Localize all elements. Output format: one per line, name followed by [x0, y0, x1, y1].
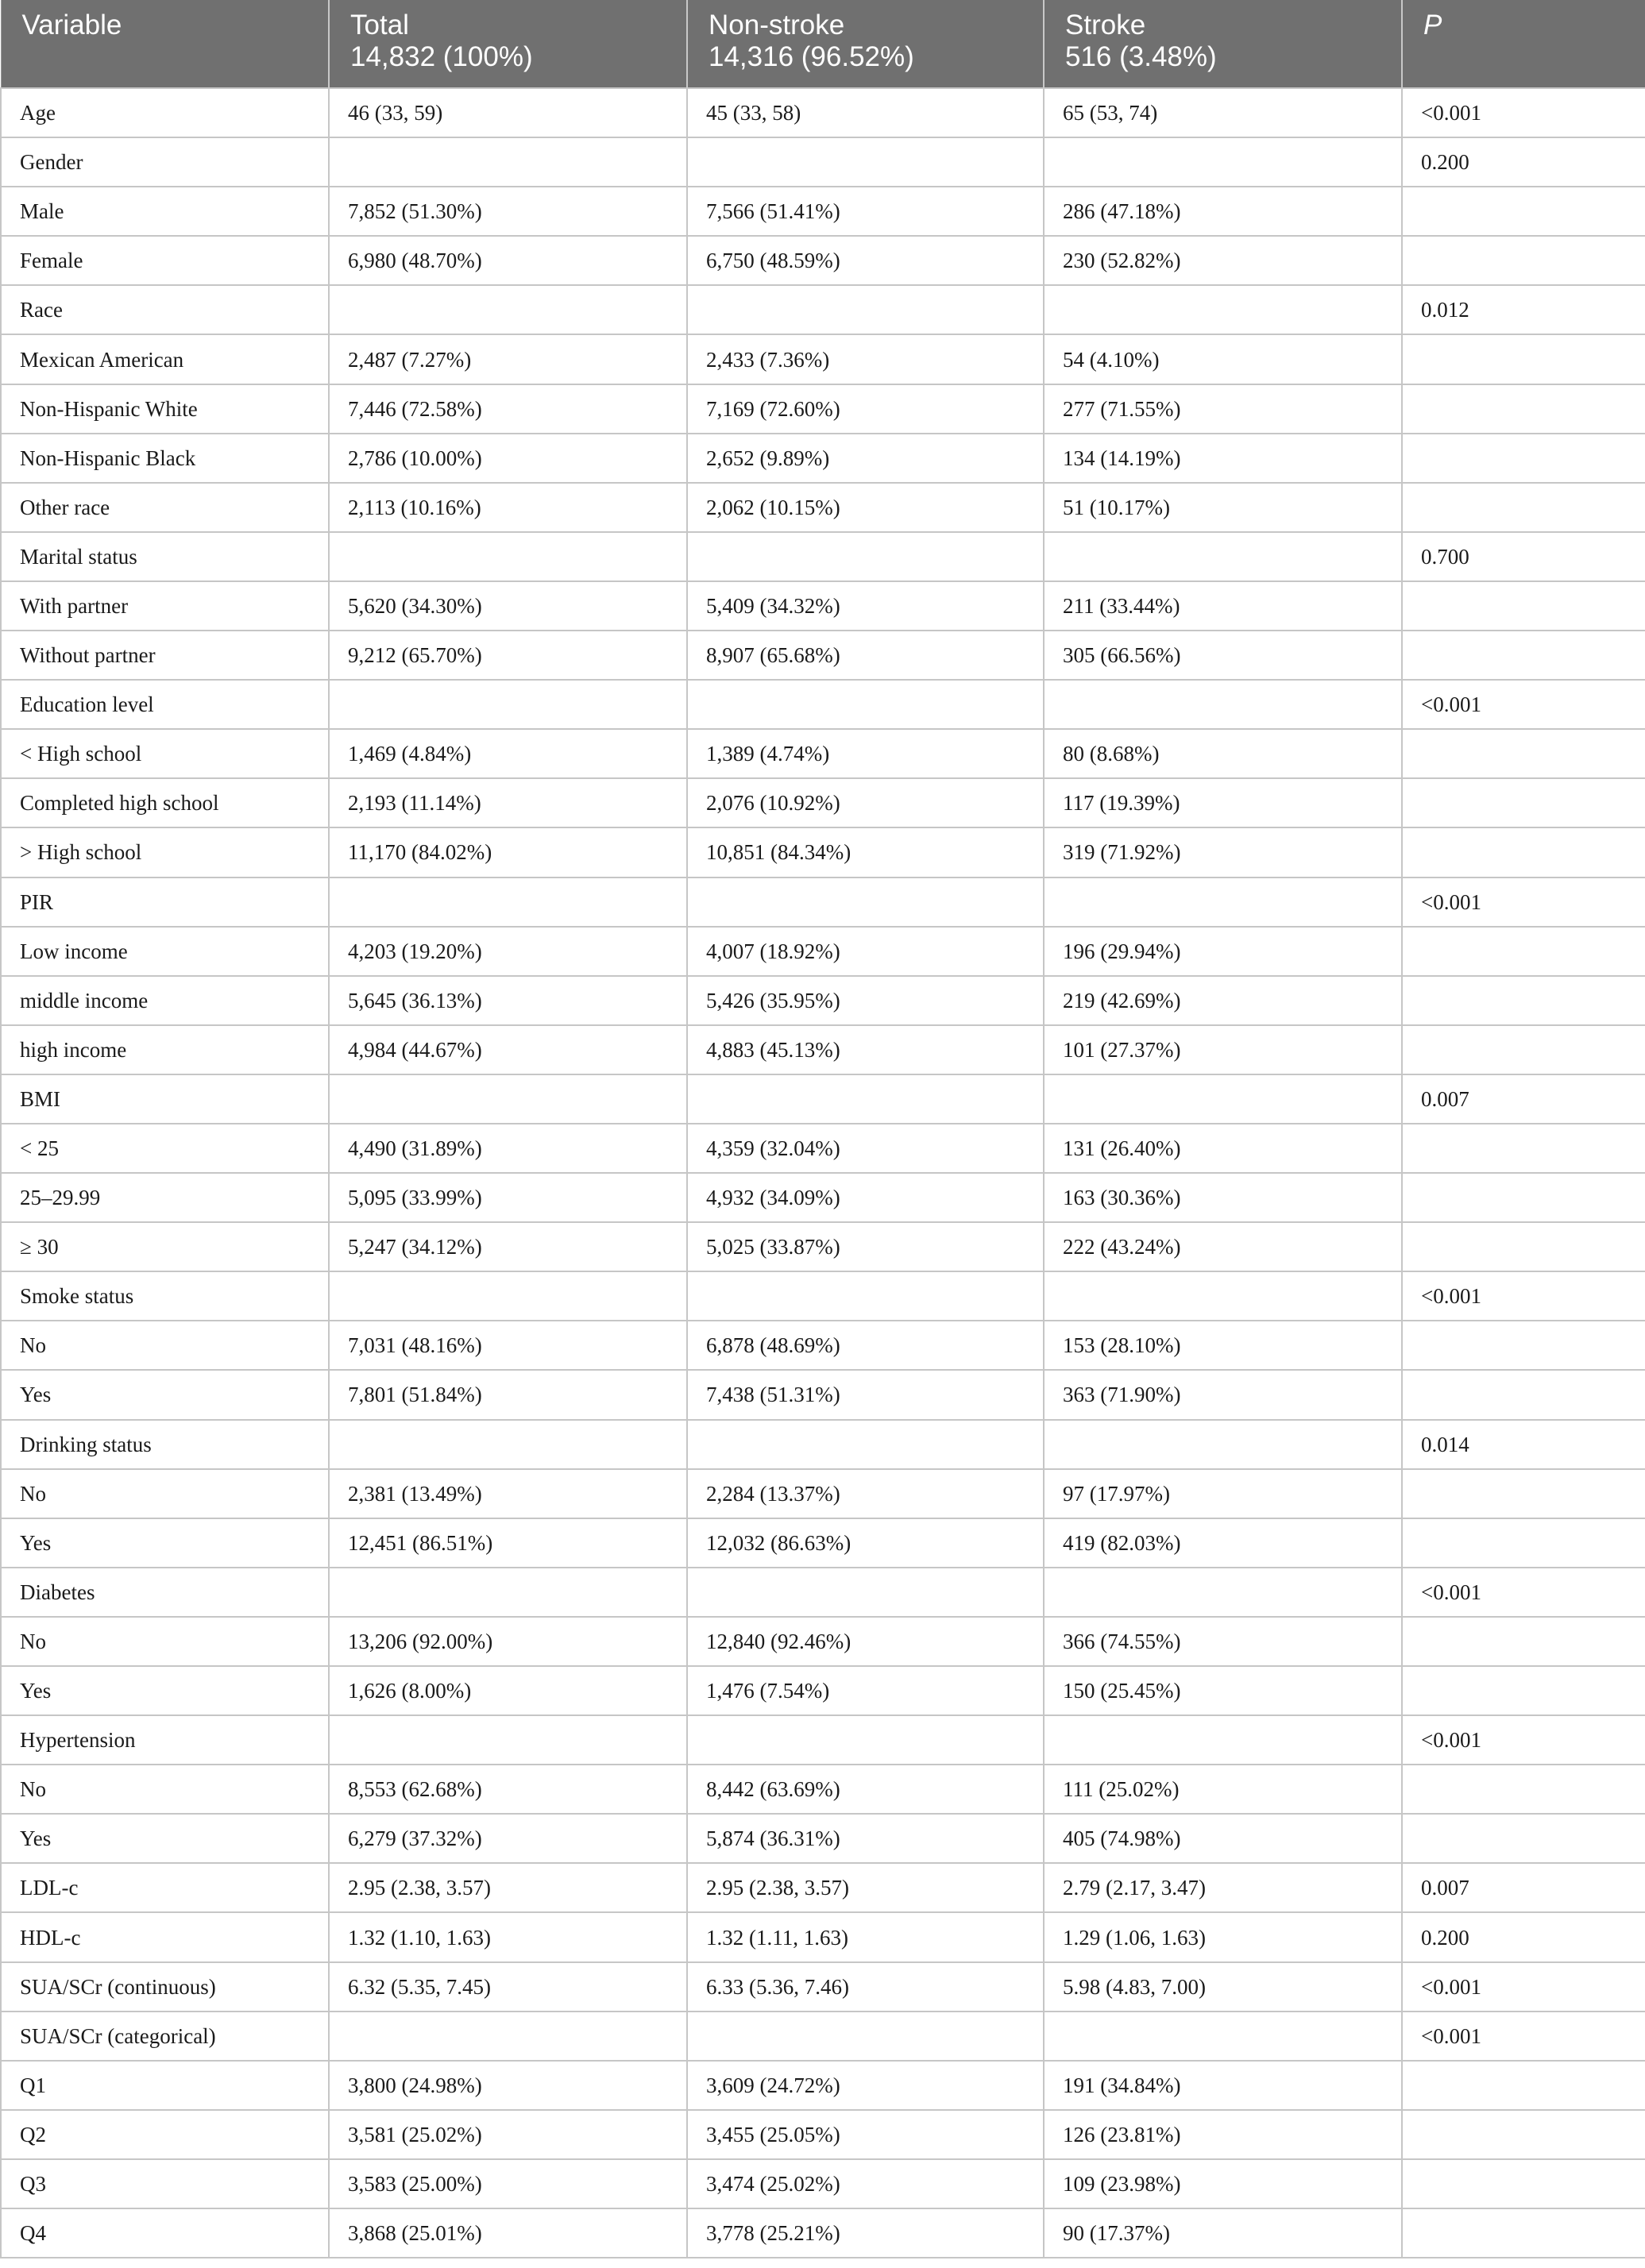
cell-variable: No: [1, 1617, 329, 1666]
cell-stroke: 405 (74.98%): [1044, 1814, 1402, 1863]
table-row: [1, 2208, 1645, 2258]
cell-total: 6,279 (37.32%): [329, 1814, 687, 1863]
cell-p-value: <0.001: [1402, 2011, 1645, 2061]
cell-non-stroke: 7,169 (72.60%): [687, 384, 1044, 434]
cell-stroke: [1044, 285, 1402, 334]
table-row: [1, 1124, 1645, 1173]
cell-total: [329, 285, 687, 334]
cell-variable: Q3: [1, 2159, 329, 2208]
cell-non-stroke: 3,778 (25.21%): [687, 2208, 1044, 2258]
cell-stroke: 196 (29.94%): [1044, 927, 1402, 976]
cell-variable: Low income: [1, 927, 329, 976]
header-stroke-count: 516 (3.48%): [1065, 41, 1217, 72]
cell-total: 2,193 (11.14%): [329, 778, 687, 827]
table-row: [1, 1568, 1645, 1617]
cell-variable: LDL-c: [1, 1863, 329, 1912]
header-stroke-label: Stroke: [1065, 10, 1146, 40]
cell-non-stroke: [687, 1074, 1044, 1124]
cell-p-value: [1402, 1666, 1645, 1715]
cell-total: 3,581 (25.02%): [329, 2110, 687, 2159]
cell-p-value: [1402, 927, 1645, 976]
cell-p-value: [1402, 1617, 1645, 1666]
cell-non-stroke: 2.95 (2.38, 3.57): [687, 1863, 1044, 1912]
cell-non-stroke: 3,455 (25.05%): [687, 2110, 1044, 2159]
cell-stroke: [1044, 1271, 1402, 1321]
cell-non-stroke: [687, 137, 1044, 187]
cell-non-stroke: 45 (33, 58): [687, 88, 1044, 137]
cell-non-stroke: 7,566 (51.41%): [687, 187, 1044, 236]
cell-total: 1,626 (8.00%): [329, 1666, 687, 1715]
cell-stroke: 65 (53, 74): [1044, 88, 1402, 137]
cell-p-value: [1402, 1025, 1645, 1074]
cell-stroke: 211 (33.44%): [1044, 581, 1402, 631]
cell-variable: Drinking status: [1, 1420, 329, 1469]
cell-variable: ≥ 30: [1, 1222, 329, 1271]
table-row: [1, 631, 1645, 680]
cell-total: 2,786 (10.00%): [329, 434, 687, 483]
cell-non-stroke: 8,907 (65.68%): [687, 631, 1044, 680]
cell-total: 9,212 (65.70%): [329, 631, 687, 680]
cell-non-stroke: 5,426 (35.95%): [687, 976, 1044, 1025]
cell-p-value: [1402, 1321, 1645, 1370]
cell-non-stroke: 6,878 (48.69%): [687, 1321, 1044, 1370]
table-row: [1, 1617, 1645, 1666]
cell-total: [329, 532, 687, 581]
cell-variable: Hypertension: [1, 1715, 329, 1765]
cell-total: 4,984 (44.67%): [329, 1025, 687, 1074]
cell-p-value: [1402, 483, 1645, 532]
cell-non-stroke: 4,007 (18.92%): [687, 927, 1044, 976]
cell-variable: 25–29.99: [1, 1173, 329, 1222]
table-row: [1, 384, 1645, 434]
cell-variable: SUA/SCr (continuous): [1, 1962, 329, 2011]
cell-p-value: [1402, 2159, 1645, 2208]
cell-variable: Other race: [1, 483, 329, 532]
header-p-label: P: [1423, 10, 1442, 40]
cell-stroke: 286 (47.18%): [1044, 187, 1402, 236]
cell-p-value: [1402, 187, 1645, 236]
cell-p-value: 0.200: [1402, 137, 1645, 187]
cell-total: 7,446 (72.58%): [329, 384, 687, 434]
cell-stroke: 5.98 (4.83, 7.00): [1044, 1962, 1402, 2011]
cell-total: [329, 137, 687, 187]
cell-total: [329, 1715, 687, 1765]
cell-non-stroke: 12,840 (92.46%): [687, 1617, 1044, 1666]
table-row: [1, 334, 1645, 384]
cell-stroke: 111 (25.02%): [1044, 1765, 1402, 1814]
cell-p-value: <0.001: [1402, 1715, 1645, 1765]
cell-total: 11,170 (84.02%): [329, 827, 687, 877]
cell-total: 6.32 (5.35, 7.45): [329, 1962, 687, 2011]
cell-stroke: 319 (71.92%): [1044, 827, 1402, 877]
cell-stroke: [1044, 137, 1402, 187]
cell-non-stroke: 2,284 (13.37%): [687, 1469, 1044, 1518]
cell-p-value: [1402, 1173, 1645, 1222]
header-stroke: [1044, 0, 1402, 88]
table-row: [1, 187, 1645, 236]
cell-p-value: [1402, 434, 1645, 483]
cell-p-value: [1402, 2110, 1645, 2159]
cell-total: 2,113 (10.16%): [329, 483, 687, 532]
table-row: [1, 1715, 1645, 1765]
cell-non-stroke: 2,062 (10.15%): [687, 483, 1044, 532]
cell-total: [329, 1568, 687, 1617]
cell-stroke: 222 (43.24%): [1044, 1222, 1402, 1271]
cell-variable: Without partner: [1, 631, 329, 680]
cell-stroke: 163 (30.36%): [1044, 1173, 1402, 1222]
cell-p-value: [1402, 1518, 1645, 1568]
cell-stroke: [1044, 680, 1402, 729]
table-row: [1, 2110, 1645, 2159]
cell-stroke: 277 (71.55%): [1044, 384, 1402, 434]
cell-non-stroke: 3,474 (25.02%): [687, 2159, 1044, 2208]
cell-total: 8,553 (62.68%): [329, 1765, 687, 1814]
table-body: [1, 88, 1645, 2258]
cell-variable: Q1: [1, 2061, 329, 2110]
table-row: [1, 1222, 1645, 1271]
cell-stroke: 305 (66.56%): [1044, 631, 1402, 680]
cell-non-stroke: 1,476 (7.54%): [687, 1666, 1044, 1715]
cell-total: [329, 1420, 687, 1469]
header-non-stroke: [687, 0, 1044, 88]
cell-p-value: 0.007: [1402, 1863, 1645, 1912]
cell-variable: Completed high school: [1, 778, 329, 827]
cell-stroke: 230 (52.82%): [1044, 236, 1402, 285]
cell-stroke: 419 (82.03%): [1044, 1518, 1402, 1568]
table-row: [1, 778, 1645, 827]
table-row: [1, 581, 1645, 631]
cell-stroke: 191 (34.84%): [1044, 2061, 1402, 2110]
cell-stroke: 153 (28.10%): [1044, 1321, 1402, 1370]
cell-non-stroke: 6,750 (48.59%): [687, 236, 1044, 285]
cell-variable: Age: [1, 88, 329, 137]
cell-stroke: 1.29 (1.06, 1.63): [1044, 1912, 1402, 1961]
cell-total: 1.32 (1.10, 1.63): [329, 1912, 687, 1961]
cell-variable: No: [1, 1321, 329, 1370]
cell-non-stroke: 2,652 (9.89%): [687, 434, 1044, 483]
cell-non-stroke: 4,932 (34.09%): [687, 1173, 1044, 1222]
cell-non-stroke: 3,609 (24.72%): [687, 2061, 1044, 2110]
cell-non-stroke: 5,409 (34.32%): [687, 581, 1044, 631]
cell-variable: Smoke status: [1, 1271, 329, 1321]
cell-non-stroke: 1,389 (4.74%): [687, 729, 1044, 778]
header-row: [1, 0, 1645, 88]
cell-stroke: [1044, 1420, 1402, 1469]
cell-p-value: [1402, 384, 1645, 434]
cell-stroke: 54 (4.10%): [1044, 334, 1402, 384]
cell-total: 5,095 (33.99%): [329, 1173, 687, 1222]
cell-total: 4,490 (31.89%): [329, 1124, 687, 1173]
cell-p-value: [1402, 2061, 1645, 2110]
cell-variable: < 25: [1, 1124, 329, 1173]
cell-non-stroke: 8,442 (63.69%): [687, 1765, 1044, 1814]
cell-variable: Yes: [1, 1666, 329, 1715]
cell-non-stroke: [687, 1568, 1044, 1617]
cell-stroke: 90 (17.37%): [1044, 2208, 1402, 2258]
cell-stroke: 131 (26.40%): [1044, 1124, 1402, 1173]
cell-stroke: 101 (27.37%): [1044, 1025, 1402, 1074]
table-row: [1, 1518, 1645, 1568]
table-row: [1, 1420, 1645, 1469]
cell-p-value: [1402, 631, 1645, 680]
cell-total: 7,031 (48.16%): [329, 1321, 687, 1370]
cell-p-value: [1402, 1765, 1645, 1814]
cell-p-value: [1402, 976, 1645, 1025]
cell-total: 2,381 (13.49%): [329, 1469, 687, 1518]
cell-p-value: [1402, 1222, 1645, 1271]
cell-non-stroke: 10,851 (84.34%): [687, 827, 1044, 877]
cell-total: 13,206 (92.00%): [329, 1617, 687, 1666]
header-variable-label: Variable: [21, 10, 122, 40]
cell-p-value: [1402, 1370, 1645, 1419]
cell-total: 7,801 (51.84%): [329, 1370, 687, 1419]
cell-non-stroke: [687, 680, 1044, 729]
cell-variable: Female: [1, 236, 329, 285]
cell-non-stroke: 6.33 (5.36, 7.46): [687, 1962, 1044, 2011]
cell-p-value: [1402, 581, 1645, 631]
cell-stroke: 366 (74.55%): [1044, 1617, 1402, 1666]
header-total-label: Total: [350, 10, 409, 40]
table-row: [1, 236, 1645, 285]
cell-variable: Marital status: [1, 532, 329, 581]
cell-stroke: [1044, 878, 1402, 927]
cell-variable: Yes: [1, 1370, 329, 1419]
cell-non-stroke: 4,359 (32.04%): [687, 1124, 1044, 1173]
header-non-stroke-count: 14,316 (96.52%): [709, 41, 914, 72]
cell-variable: middle income: [1, 976, 329, 1025]
table-row: [1, 1074, 1645, 1124]
table-row: [1, 1271, 1645, 1321]
cell-variable: No: [1, 1469, 329, 1518]
table-row: [1, 1321, 1645, 1370]
cell-variable: Mexican American: [1, 334, 329, 384]
cell-total: 5,645 (36.13%): [329, 976, 687, 1025]
table-row: [1, 878, 1645, 927]
cell-variable: Non-Hispanic Black: [1, 434, 329, 483]
table-header: [1, 0, 1645, 88]
cell-non-stroke: 1.32 (1.11, 1.63): [687, 1912, 1044, 1961]
header-p-value: [1402, 0, 1645, 88]
cell-total: [329, 2011, 687, 2061]
cell-stroke: [1044, 1715, 1402, 1765]
cell-non-stroke: [687, 1420, 1044, 1469]
cell-stroke: 134 (14.19%): [1044, 434, 1402, 483]
cell-variable: SUA/SCr (categorical): [1, 2011, 329, 2061]
cell-non-stroke: [687, 532, 1044, 581]
cell-stroke: 97 (17.97%): [1044, 1469, 1402, 1518]
cell-variable: PIR: [1, 878, 329, 927]
cell-stroke: [1044, 1074, 1402, 1124]
cell-variable: < High school: [1, 729, 329, 778]
table-row: [1, 532, 1645, 581]
cell-non-stroke: 4,883 (45.13%): [687, 1025, 1044, 1074]
table-row: [1, 2011, 1645, 2061]
table-row: [1, 1025, 1645, 1074]
cell-variable: Q4: [1, 2208, 329, 2258]
cell-p-value: 0.012: [1402, 285, 1645, 334]
header-total: [329, 0, 687, 88]
table-row: [1, 137, 1645, 187]
table-row: [1, 927, 1645, 976]
cell-p-value: [1402, 729, 1645, 778]
cell-p-value: [1402, 1124, 1645, 1173]
cell-stroke: 109 (23.98%): [1044, 2159, 1402, 2208]
cell-stroke: [1044, 2011, 1402, 2061]
cell-non-stroke: [687, 878, 1044, 927]
cell-p-value: [1402, 778, 1645, 827]
cell-stroke: 117 (19.39%): [1044, 778, 1402, 827]
cell-stroke: 363 (71.90%): [1044, 1370, 1402, 1419]
cell-p-value: [1402, 334, 1645, 384]
cell-stroke: 219 (42.69%): [1044, 976, 1402, 1025]
header-variable: [1, 0, 329, 88]
cell-stroke: [1044, 1568, 1402, 1617]
cell-p-value: <0.001: [1402, 1568, 1645, 1617]
cell-p-value: 0.700: [1402, 532, 1645, 581]
cell-non-stroke: [687, 2011, 1044, 2061]
table-row: [1, 2159, 1645, 2208]
cell-total: [329, 1271, 687, 1321]
cell-p-value: [1402, 1469, 1645, 1518]
cell-total: 2.95 (2.38, 3.57): [329, 1863, 687, 1912]
table-row: [1, 1863, 1645, 1912]
cell-stroke: [1044, 532, 1402, 581]
cell-variable: Diabetes: [1, 1568, 329, 1617]
cell-total: 2,487 (7.27%): [329, 334, 687, 384]
table-row: [1, 976, 1645, 1025]
cell-variable: Male: [1, 187, 329, 236]
cell-non-stroke: 2,076 (10.92%): [687, 778, 1044, 827]
table-row: [1, 1962, 1645, 2011]
cell-variable: HDL-c: [1, 1912, 329, 1961]
cell-variable: high income: [1, 1025, 329, 1074]
table-row: [1, 1666, 1645, 1715]
table-row: [1, 1173, 1645, 1222]
cell-total: [329, 680, 687, 729]
table-row: [1, 483, 1645, 532]
cell-total: [329, 878, 687, 927]
cell-stroke: 51 (10.17%): [1044, 483, 1402, 532]
cell-variable: No: [1, 1765, 329, 1814]
cell-p-value: <0.001: [1402, 878, 1645, 927]
table-row: [1, 88, 1645, 137]
table-row: [1, 1765, 1645, 1814]
cell-variable: BMI: [1, 1074, 329, 1124]
cell-total: 12,451 (86.51%): [329, 1518, 687, 1568]
table-row: [1, 1814, 1645, 1863]
cell-variable: Education level: [1, 680, 329, 729]
cell-total: 1,469 (4.84%): [329, 729, 687, 778]
cell-p-value: [1402, 827, 1645, 877]
cell-total: 46 (33, 59): [329, 88, 687, 137]
cell-total: 4,203 (19.20%): [329, 927, 687, 976]
table-row: [1, 1912, 1645, 1961]
cell-p-value: <0.001: [1402, 88, 1645, 137]
cell-stroke: 2.79 (2.17, 3.47): [1044, 1863, 1402, 1912]
table-row: [1, 729, 1645, 778]
cell-p-value: 0.007: [1402, 1074, 1645, 1124]
table-row: [1, 434, 1645, 483]
header-non-stroke-label: Non-stroke: [709, 10, 845, 40]
cell-total: 5,620 (34.30%): [329, 581, 687, 631]
table-row: [1, 1370, 1645, 1419]
cell-variable: Yes: [1, 1518, 329, 1568]
cell-non-stroke: [687, 1715, 1044, 1765]
cell-variable: With partner: [1, 581, 329, 631]
cell-total: 6,980 (48.70%): [329, 236, 687, 285]
cell-total: [329, 1074, 687, 1124]
cell-p-value: <0.001: [1402, 1271, 1645, 1321]
cell-stroke: 126 (23.81%): [1044, 2110, 1402, 2159]
cell-variable: Yes: [1, 1814, 329, 1863]
table-row: [1, 2061, 1645, 2110]
cell-stroke: 150 (25.45%): [1044, 1666, 1402, 1715]
cell-non-stroke: [687, 285, 1044, 334]
cell-non-stroke: 7,438 (51.31%): [687, 1370, 1044, 1419]
table-row: [1, 1469, 1645, 1518]
cell-p-value: <0.001: [1402, 680, 1645, 729]
cell-p-value: [1402, 1814, 1645, 1863]
cell-variable: Q2: [1, 2110, 329, 2159]
cell-total: 7,852 (51.30%): [329, 187, 687, 236]
cell-non-stroke: 2,433 (7.36%): [687, 334, 1044, 384]
cell-total: 3,800 (24.98%): [329, 2061, 687, 2110]
table-row: [1, 680, 1645, 729]
cell-total: 3,868 (25.01%): [329, 2208, 687, 2258]
cell-p-value: 0.200: [1402, 1912, 1645, 1961]
header-total-count: 14,832 (100%): [350, 41, 533, 72]
cell-p-value: [1402, 236, 1645, 285]
cell-p-value: [1402, 2208, 1645, 2258]
cell-non-stroke: 5,025 (33.87%): [687, 1222, 1044, 1271]
cell-stroke: 80 (8.68%): [1044, 729, 1402, 778]
cell-variable: > High school: [1, 827, 329, 877]
cell-total: 5,247 (34.12%): [329, 1222, 687, 1271]
cell-non-stroke: 5,874 (36.31%): [687, 1814, 1044, 1863]
table-row: [1, 827, 1645, 877]
table-row: [1, 285, 1645, 334]
cell-variable: Non-Hispanic White: [1, 384, 329, 434]
cell-variable: Race: [1, 285, 329, 334]
cell-non-stroke: 12,032 (86.63%): [687, 1518, 1044, 1568]
cell-p-value: <0.001: [1402, 1962, 1645, 2011]
cell-total: 3,583 (25.00%): [329, 2159, 687, 2208]
cell-variable: Gender: [1, 137, 329, 187]
cell-non-stroke: [687, 1271, 1044, 1321]
cell-p-value: 0.014: [1402, 1420, 1645, 1469]
